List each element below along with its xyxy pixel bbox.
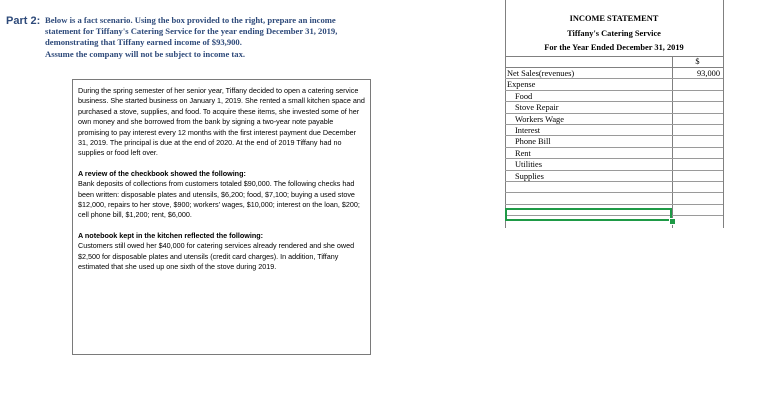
statement-row[interactable] <box>505 193 723 204</box>
fill-handle[interactable] <box>669 218 676 225</box>
statement-row[interactable] <box>505 102 723 113</box>
row-label: Utilities <box>515 160 542 170</box>
statement-row[interactable] <box>505 114 723 125</box>
statement-row[interactable] <box>505 68 723 79</box>
statement-row[interactable] <box>505 91 723 102</box>
statement-row[interactable] <box>505 125 723 136</box>
row-label: Interest <box>515 126 541 135</box>
row-label: Stove Repair <box>515 103 559 113</box>
instruction-line: Assume the company will not be subject to income tax. <box>45 48 246 59</box>
notebook-heading: A notebook kept in the kitchen reflected the following: <box>78 230 264 240</box>
statement-company: Tiffany's Catering Service <box>567 29 661 38</box>
selected-cell[interactable] <box>505 208 672 221</box>
instruction-line: Below is a fact scenario. Using the box provided to the right, prepare an income <box>45 15 336 25</box>
row-label: Food <box>515 91 533 101</box>
row-label: Phone Bill <box>515 137 551 147</box>
part-label: Part 2: <box>6 15 41 27</box>
currency-symbol: $ <box>695 57 700 66</box>
row-label: Rent <box>515 148 531 158</box>
scenario-textbox[interactable] <box>72 79 371 355</box>
instruction-line: demonstrating that Tiffany earned income of $93,900. <box>45 37 242 48</box>
checkbook-heading: A review of the checkbook showed the following: <box>78 168 246 178</box>
statement-period: For the Year Ended December 31, 2019 <box>544 43 684 52</box>
row-amount: 93,000 <box>696 69 720 78</box>
instructions <box>45 15 445 60</box>
instruction-line: statement for Tiffany's Catering Service for the year ending December 31, 2019, <box>45 26 338 37</box>
row-label: Workers Wage <box>515 114 564 124</box>
statement-row[interactable] <box>505 159 723 170</box>
statement-row[interactable] <box>505 182 723 193</box>
statement-title: INCOME STATEMENT <box>569 14 659 23</box>
statement-row[interactable] <box>505 136 723 147</box>
notebook-body: Customers still owed her $40,000 for catering services already rendered and she owed $2,500 for disposable plates and utensils (credit card charges). In addition, Tiffany estimated that she used up one sixth of the stove during 2019. <box>78 241 355 272</box>
scenario-intro: During the spring semester of her senior year, Tiffany decided to open a catering service business. She started business on January 1, 2019. She rented a small kitchen space and purchased a stove, supplies, and food. To acquire these items, she invested some of her own money and she borrowed from the bank by signing a two-year note payable promising to pay interest every 12 months with the first interest payment due December 31, 2019. The principal is due at the end of 2020. At the end of 2019 Tiffany had no supplies or food left over. <box>78 86 365 158</box>
row-label: Supplies <box>515 171 544 181</box>
checkbook-body: Bank deposits of collections from customers totaled $90,000. The following checks had been written: disposable plates and utensils, $6,200; food, $7,100; buying a used stove $12,000, repairs to her stove, $900; workers' wages, $10,000; interest on the loan, $200; cell phone bill, $1,200; rent, $6,000. <box>78 179 360 220</box>
row-label: Expense <box>507 80 536 90</box>
statement-row[interactable] <box>505 171 723 182</box>
statement-row[interactable] <box>505 148 723 159</box>
statement-row[interactable] <box>505 79 723 90</box>
row-label: Net Sales(revenues) <box>507 69 575 78</box>
